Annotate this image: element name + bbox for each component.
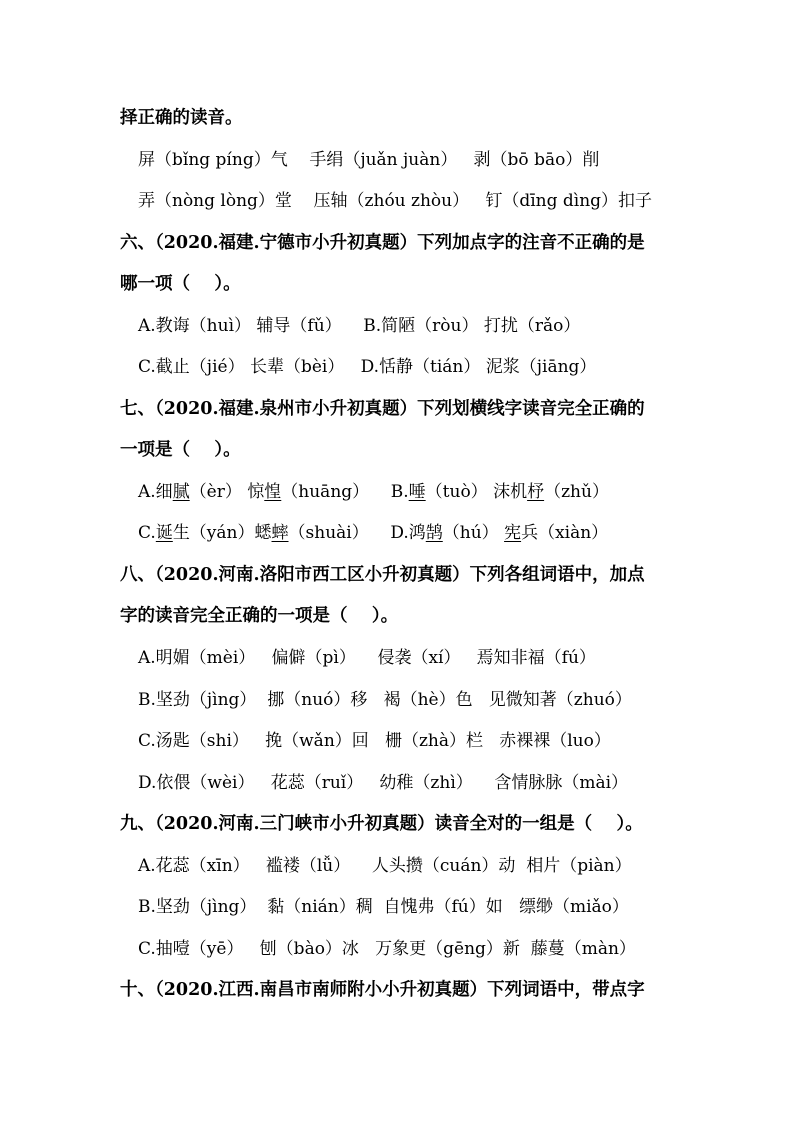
q5-options-row-2: 弄（nòng lòng）堂 压轴（zhóu zhòu） 钉（dīng dìng）扣子 <box>138 191 653 211</box>
q7-options-row-2 <box>138 522 608 544</box>
text-segment: （hú） <box>442 523 505 543</box>
text-segment: A.细 <box>138 482 173 502</box>
text-segment: （zhǔ） <box>544 482 609 502</box>
question-7-stem-line-1: 七、（2020.福建.泉州市小升初真题）下列划横线字读音完全正确的 <box>120 399 645 419</box>
underlined-char: 腻 <box>172 482 190 502</box>
question-8-stem-line-2: 字的读音完全正确的一项是（ ）。 <box>120 606 399 626</box>
question-9-stem: 九、（2020.河南.三门峡市小升初真题）读音全对的一组是（ ）。 <box>120 814 643 834</box>
question-7-stem-line-2: 一项是（ ）。 <box>120 440 241 460</box>
q8-option-a: A.明媚（mèi） 偏僻（pì） 侵袭（xí） 焉知非福（fú） <box>138 648 596 668</box>
underlined-char: 宪 <box>504 523 522 543</box>
underlined-char: 蟀 <box>271 523 289 543</box>
q8-option-b: B.坚劲（jìng） 挪（nuó）移 褐（hè）色 见微知著（zhuó） <box>138 690 632 710</box>
q8-option-d: D.依偎（wèi） 花蕊（ruǐ） 幼稚（zhì） 含情脉脉（mài） <box>138 773 629 793</box>
underlined-char: 鹄 <box>425 523 443 543</box>
underlined-char: 杼 <box>527 482 545 502</box>
q9-option-b: B.坚劲（jìng） 黏（nián）稠 自愧弗（fú）如 缥缈（miǎo） <box>138 897 629 917</box>
q9-option-c: C.抽噎（yē） 刨（bào）冰 万象更（gēng）新 藤蔓（màn） <box>138 939 636 959</box>
question-6-stem-line-2: 哪一项（ ）。 <box>120 274 241 294</box>
question-8-stem-line-1: 八、（2020.河南.洛阳市西工区小升初真题）下列各组词语中，加点 <box>120 565 645 585</box>
text-segment: （shuài） D.鸿 <box>288 523 426 543</box>
q6-options-row-2: C.截止（jié） 长辈（bèi） D.恬静（tián） 泥浆（jiāng） <box>138 357 597 377</box>
underlined-char: 惶 <box>264 482 282 502</box>
q5-options-row-1: 屏（bǐng píng）气 手绢（juǎn juàn） 剥（bō bāo）削 <box>138 150 600 170</box>
underlined-char: 唾 <box>408 482 426 502</box>
question-10-stem: 十、（2020.江西.南昌市南师附小小升初真题）下列词语中，带点字 <box>120 980 645 1000</box>
text-segment: 兵（xiàn） <box>521 523 609 543</box>
q7-options-row-1 <box>138 481 609 503</box>
q9-option-a: A.花蕊（xīn） 褴褛（lǚ） 人头攒（cuán）动 相片（piàn） <box>138 856 632 876</box>
q6-options-row-1: A.教诲（huì） 辅导（fǔ） B.简陋（ròu） 打扰（rǎo） <box>138 316 581 336</box>
text-segment: C. <box>138 523 156 543</box>
text-segment: （tuò） 沫机 <box>425 482 528 502</box>
text-segment: （èr） 惊 <box>189 482 265 502</box>
q8-option-c: C.汤匙（shi） 挽（wǎn）回 栅（zhà）栏 赤裸裸（luo） <box>138 731 611 751</box>
text-segment: 生（yán）蟋 <box>172 523 272 543</box>
text-segment: （huāng） B. <box>281 482 409 502</box>
underlined-char: 诞 <box>155 523 173 543</box>
question-6-stem-line-1: 六、（2020.福建.宁德市小升初真题）下列加点字的注音不正确的是 <box>120 233 645 253</box>
question-5-continuation: 择正确的读音。 <box>120 108 243 128</box>
